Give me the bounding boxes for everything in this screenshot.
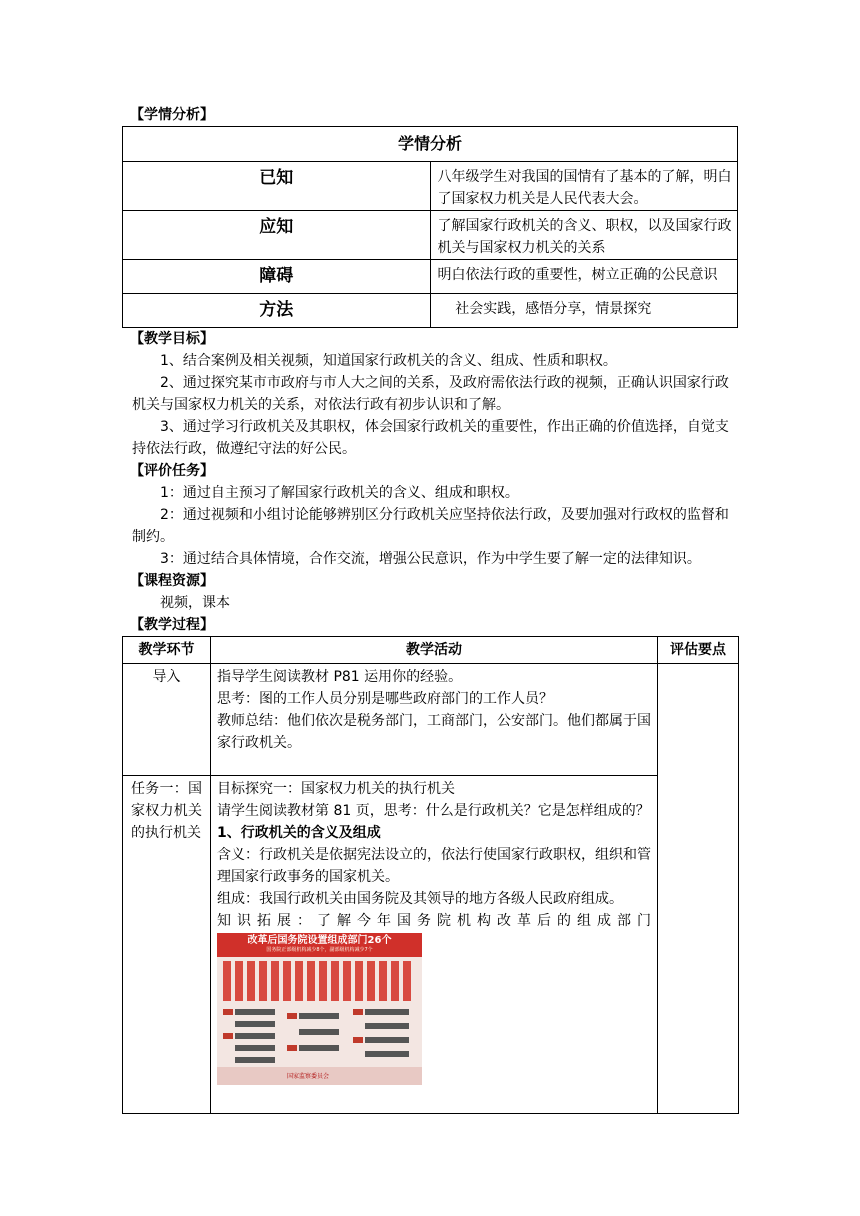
row-text-known: 八年级学生对我国的国情有了基本的了解，明白了国家权力机关是人民代表大会。 <box>430 162 738 211</box>
goal-item: 2、通过探究某市市政府与市人大之间的关系，及政府需依法行政的视频，正确认识国家行政机关与国家权力机关的关系，对依法行政有初步认识和了解。 <box>132 375 729 413</box>
analysis-heading: 【学情分析】 <box>130 107 214 123</box>
document-page <box>122 104 738 1114</box>
goal-item: 3、通过学习行政机关及其职权，体会国家行政机关的重要性，作出正确的价值选择，自觉支持依法行政，做遵纪守法的好公民。 <box>132 419 729 457</box>
eval-item: 1：通过自主预习了解国家行政机关的含义、组成和职权。 <box>160 485 519 501</box>
row-text-should-know: 了解国家行政机关的含义、职权，以及国家行政机关与国家权力机关的关系 <box>430 211 738 260</box>
row-label-method: 方法 <box>123 294 431 328</box>
activity-line: 请学生阅读教材第 81 页，思考：什么是行政机关？它是怎样组成的？ <box>217 803 650 819</box>
analysis-table <box>122 126 738 328</box>
stage-task1: 任务一：国家权力机关的执行机关 <box>123 776 211 1114</box>
activity-line: 目标探究一：国家权力机关的执行机关 <box>217 781 455 797</box>
eval-item: 3：通过结合具体情境，合作交流，增强公民意识，作为中学生要了解一定的法律知识。 <box>160 551 701 567</box>
eval-heading: 【评价任务】 <box>130 463 214 479</box>
figure-subtitle: 国务院正部级机构减少8个，副部级机构减少7个 <box>266 947 373 953</box>
process-heading: 【教学过程】 <box>130 617 214 633</box>
row-label-known: 已知 <box>123 162 431 211</box>
activity-intro <box>211 664 658 776</box>
resources-text: 视频，课本 <box>160 595 230 611</box>
resources-heading: 【课程资源】 <box>130 573 214 589</box>
row-label-should-know: 应知 <box>123 211 431 260</box>
header-assessment: 评估要点 <box>658 637 739 664</box>
stage-intro: 导入 <box>123 664 211 776</box>
process-table <box>122 636 739 1114</box>
activity-line: 思考：图的工作人员分别是哪些政府部门的工作人员？ <box>217 691 553 707</box>
activity-line: 教师总结：他们依次是税务部门，工商部门，公安部门。他们都属于国家行政机关。 <box>217 713 651 751</box>
activity-definition: 含义：行政机关是依据宪法设立的，依法行使国家行政职权，组织和管理国家行政事务的国家机关。 <box>217 847 651 885</box>
goal-item: 1、结合案例及相关视频，知道国家行政机关的含义、组成、性质和职权。 <box>160 353 617 369</box>
org-chart-graphic <box>217 933 422 1085</box>
header-activity: 教学活动 <box>211 637 658 664</box>
activity-extension: 知识拓展：了解今年国务院机构改革后的组成部门 <box>217 913 651 929</box>
goals-heading: 【教学目标】 <box>130 331 214 347</box>
activity-composition: 组成：我国行政机关由国务院及其领导的地方各级人民政府组成。 <box>217 891 623 907</box>
activity-task1 <box>211 776 658 1114</box>
figure-title: 改革后国务院设置组成部门26个 <box>247 935 392 946</box>
header-stage: 教学环节 <box>123 637 211 664</box>
analysis-table-title: 学情分析 <box>123 127 738 162</box>
activity-subheading: 1、行政机关的含义及组成 <box>217 825 381 841</box>
eval-item: 2：通过视频和小组讨论能够辨别区分行政机关应坚持依法行政，及要加强对行政权的监督和制约。 <box>132 507 729 545</box>
figure-footer: 国家监察委员会 <box>287 1073 330 1080</box>
activity-line: 指导学生阅读教材 P81 运用你的经验。 <box>217 669 463 685</box>
row-text-method: 社会实践，感悟分享，情景探究 <box>430 294 738 328</box>
row-label-obstacle: 障碍 <box>123 260 431 294</box>
state-council-structure-figure <box>217 933 422 1085</box>
row-text-obstacle: 明白依法行政的重要性，树立正确的公民意识 <box>430 260 738 294</box>
assessment-cell <box>658 664 739 1114</box>
